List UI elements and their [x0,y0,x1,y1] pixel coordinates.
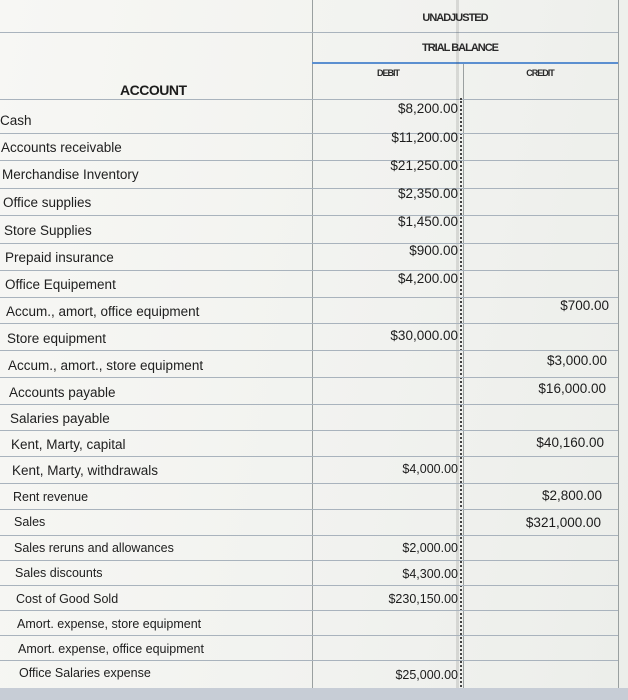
debit-amount: $25,000.00 [395,668,458,682]
header-trial-balance: TRIAL BALANCE [421,42,498,54]
row-divider [0,535,618,536]
debit-amount: $4,200.00 [397,271,458,286]
account-name: Store Supplies [4,223,92,238]
debit-amount: $2,000.00 [402,541,458,555]
grid-line-table-right [618,0,619,700]
account-name: Accounts receivable [1,140,122,155]
row-divider [0,430,618,431]
debit-amount: $11,200.00 [391,130,458,145]
account-name: Sales discounts [15,566,103,580]
bottom-row-band [0,688,628,700]
account-name: Cash [0,113,32,128]
debit-amount: $8,200.00 [397,101,458,116]
debit-amount: $21,250.00 [390,158,458,173]
header-credit: CREDIT [526,68,554,78]
account-name: Kent, Marty, capital [11,437,126,452]
debit-amount: $1,450.00 [397,214,458,229]
row-divider [0,323,618,324]
row-divider [0,160,618,161]
row-divider [0,215,618,216]
credit-amount: $321,000.00 [525,515,601,530]
debit-amount: $900.00 [409,243,458,258]
row-divider [0,404,618,405]
account-name: Accum., amort, office equipment [6,304,200,319]
account-name: Rent revenue [13,490,89,504]
account-name: Merchandise Inventory [2,167,139,182]
row-divider [0,585,618,586]
row-divider [0,660,618,661]
row-divider [0,456,618,457]
account-name: Store equipment [7,331,107,346]
account-name: Salaries payable [10,411,110,426]
row-divider [0,297,618,298]
credit-amount: $2,800.00 [541,488,602,503]
debit-amount: $4,000.00 [402,462,458,476]
row-divider [0,243,618,244]
account-name: Accounts payable [9,385,116,400]
grid-line-header-2 [312,62,618,64]
credit-amount: $700.00 [560,298,609,313]
account-name: Amort. expense, office equipment [18,642,204,656]
row-divider [0,188,618,189]
grid-line-header-3 [0,99,618,100]
row-divider [0,635,618,636]
header-debit: DEBIT [377,68,399,78]
row-divider [0,270,618,271]
account-name: Sales reruns and allowances [14,541,174,555]
grid-line-debit-right [463,62,464,700]
account-name: Office Equipement [5,277,116,292]
account-name: Prepaid insurance [5,250,114,265]
credit-amount: $16,000.00 [538,381,606,396]
header-account: ACCOUNT [120,82,187,98]
account-name: Office supplies [3,195,92,210]
row-divider [0,377,618,378]
row-divider [0,610,618,611]
row-divider [0,350,618,351]
row-divider [0,133,618,134]
row-divider [0,560,618,561]
debit-amount: $230,150.00 [388,592,458,606]
row-divider [0,483,618,484]
debit-amount: $2,350.00 [397,186,458,201]
account-name: Office Salaries expense [19,666,151,680]
account-name: Accum., amort., store equipment [8,358,204,373]
debit-amount: $30,000.00 [390,328,458,343]
credit-amount: $40,160.00 [536,435,604,450]
debit-amount: $4,300.00 [402,567,458,581]
account-name: Cost of Good Sold [16,592,119,606]
account-name: Sales [14,515,46,529]
header-unadjusted: UNADJUSTED [422,12,488,24]
grid-line-header-1 [0,32,618,33]
credit-amount: $3,000.00 [546,353,607,368]
account-name: Amort. expense, store equipment [17,617,202,631]
row-divider [0,509,618,510]
account-name: Kent, Marty, withdrawals [12,463,159,478]
